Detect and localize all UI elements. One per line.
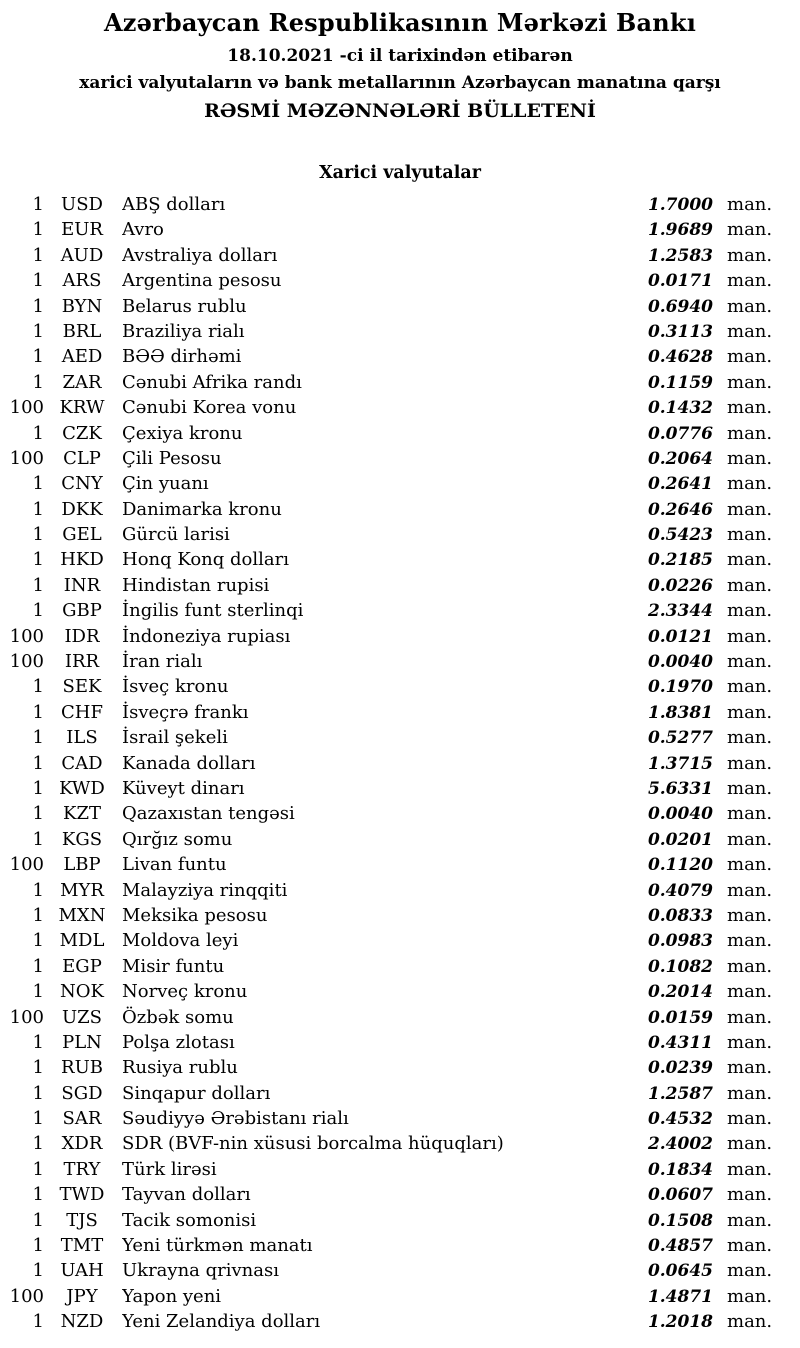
currency-code: SEK — [62, 676, 102, 698]
currency-quantity: 1 — [32, 371, 44, 393]
rate-unit-label: man. — [727, 1006, 773, 1028]
currency-row — [0, 624, 800, 649]
rate-unit-label: man. — [727, 1235, 773, 1257]
currency-name: İsveçrə frankı — [122, 701, 249, 723]
currency-name: Özbək somu — [122, 1006, 234, 1028]
rate-unit-label: man. — [727, 473, 773, 495]
currency-row — [0, 446, 800, 471]
currency-rate: 2.4002 — [647, 1134, 713, 1155]
currency-quantity: 1 — [32, 1235, 44, 1257]
rate-unit-label: man. — [727, 1108, 773, 1130]
currency-quantity: 1 — [32, 600, 44, 622]
currency-name: Rusiya rublu — [122, 1057, 238, 1079]
currency-code: PLN — [62, 1031, 102, 1053]
currency-rate: 0.0201 — [647, 829, 713, 850]
currency-rate: 0.1082 — [647, 956, 713, 977]
currency-name: Avro — [122, 219, 164, 241]
currency-code: MDL — [59, 930, 105, 952]
currency-row — [0, 1309, 800, 1334]
rate-unit-label: man. — [727, 194, 773, 215]
currency-rate: 0.5423 — [647, 525, 713, 546]
currency-name: Yeni Zelandiya dolları — [122, 1311, 321, 1333]
currency-name: Danimarka kronu — [122, 498, 282, 520]
rate-unit-label: man. — [727, 803, 773, 825]
rate-unit-label: man. — [727, 981, 773, 1003]
currency-rate: 1.4871 — [647, 1286, 713, 1307]
currency-quantity: 100 — [9, 447, 44, 469]
currency-rate: 0.0040 — [647, 652, 713, 673]
rate-unit-label: man. — [727, 549, 773, 571]
rate-unit-label: man. — [727, 727, 773, 749]
currency-code: HKD — [60, 549, 104, 571]
rate-unit-label: man. — [727, 1285, 773, 1307]
currency-quantity: 1 — [32, 1082, 44, 1104]
currency-quantity: 1 — [32, 879, 44, 901]
currency-quantity: 1 — [32, 244, 44, 266]
currency-row — [0, 497, 800, 522]
currency-code: UZS — [61, 1006, 102, 1028]
currency-code: NZD — [60, 1311, 104, 1333]
currency-code: KGS — [61, 828, 103, 850]
currency-code: TJS — [66, 1209, 98, 1231]
rate-unit-label: man. — [727, 371, 773, 393]
rate-unit-label: man. — [727, 1158, 773, 1180]
currency-quantity: 1 — [32, 803, 44, 825]
rate-unit-label: man. — [727, 600, 773, 622]
rate-unit-label: man. — [727, 676, 773, 698]
currency-name: Malayziya rinqqiti — [122, 879, 288, 901]
currency-rate: 0.0607 — [647, 1185, 713, 1206]
currency-code: TMT — [60, 1235, 104, 1257]
currency-code: SGD — [61, 1082, 103, 1104]
currency-code: GBP — [62, 600, 102, 622]
rate-unit-label: man. — [727, 625, 773, 647]
currency-rate: 0.2064 — [647, 448, 713, 469]
currency-rate: 0.0833 — [647, 905, 713, 926]
currency-code: INR — [63, 574, 101, 596]
currency-code: GEL — [62, 524, 102, 546]
currency-quantity: 1 — [32, 422, 44, 444]
currency-quantity: 100 — [9, 854, 44, 876]
currency-quantity: 1 — [32, 346, 44, 368]
currency-name: Kanada dolları — [122, 752, 256, 774]
currency-quantity: 1 — [32, 1311, 44, 1333]
currency-row — [0, 344, 800, 369]
currency-code: KZT — [63, 803, 101, 825]
currency-rate: 1.8381 — [647, 702, 713, 723]
currency-rate: 0.0040 — [647, 804, 713, 825]
currency-quantity: 1 — [32, 473, 44, 495]
currency-rate: 1.3715 — [647, 753, 713, 774]
currency-name: Qırğız somu — [122, 828, 233, 850]
currency-row — [0, 928, 800, 953]
currency-rate: 1.2018 — [647, 1312, 713, 1333]
currency-name: Tacik somonisi — [122, 1209, 257, 1231]
rate-unit-label: man. — [727, 524, 773, 546]
effective-date-line: 18.10.2021 -ci il tarixindən etibarən — [227, 46, 573, 66]
currency-rate: 0.4532 — [647, 1109, 713, 1130]
currency-name: Misir funtu — [122, 955, 225, 977]
currency-row — [0, 979, 800, 1004]
currency-quantity: 1 — [32, 752, 44, 774]
currency-code: IRR — [64, 651, 100, 673]
rate-unit-label: man. — [727, 244, 773, 266]
bank-title: Azərbaycan Respublikasının Mərkəzi Bankı — [103, 8, 697, 37]
currency-quantity: 1 — [32, 981, 44, 1003]
currency-code: AUD — [60, 244, 104, 266]
currency-name: Sinqapur dolları — [122, 1082, 271, 1104]
currency-name: Çexiya kronu — [122, 422, 243, 444]
rate-unit-label: man. — [727, 498, 773, 520]
currency-code: ZAR — [62, 371, 102, 393]
currency-rate: 0.3113 — [647, 321, 713, 342]
currency-quantity: 1 — [32, 219, 44, 241]
currency-quantity: 1 — [32, 1260, 44, 1282]
currency-row — [0, 1284, 800, 1309]
currency-quantity: 1 — [32, 701, 44, 723]
currency-rate: 0.1120 — [647, 855, 713, 876]
currency-row — [0, 598, 800, 623]
currency-row — [0, 776, 800, 801]
currency-rate: 0.1159 — [647, 372, 713, 393]
rate-unit-label: man. — [727, 295, 773, 317]
rate-unit-label: man. — [727, 752, 773, 774]
currency-name: Honq Konq dolları — [122, 549, 289, 571]
currency-quantity: 1 — [32, 1031, 44, 1053]
currency-row — [0, 827, 800, 852]
currency-row — [0, 903, 800, 928]
currency-quantity: 1 — [32, 1133, 44, 1155]
currency-rate: 0.0776 — [647, 423, 713, 444]
rate-unit-label: man. — [727, 270, 773, 292]
rate-unit-label: man. — [727, 1184, 773, 1206]
currency-rate: 0.1970 — [647, 677, 713, 698]
rates-list — [0, 192, 800, 1335]
currency-code: LBP — [63, 854, 101, 876]
currency-code: NOK — [60, 981, 104, 1003]
rate-unit-label: man. — [727, 422, 773, 444]
currency-name: Tayvan dolları — [122, 1184, 251, 1206]
currency-code: XDR — [61, 1133, 103, 1155]
currency-quantity: 100 — [9, 1285, 44, 1307]
currency-row — [0, 801, 800, 826]
currency-quantity: 100 — [9, 1006, 44, 1028]
currency-rate: 0.1508 — [647, 1210, 713, 1231]
currency-code: USD — [61, 194, 103, 215]
currency-code: SAR — [62, 1108, 102, 1130]
rate-unit-label: man. — [727, 879, 773, 901]
currency-code: EGP — [62, 955, 102, 977]
rate-unit-label: man. — [727, 777, 773, 799]
currency-name: Livan funtu — [122, 854, 227, 876]
currency-code: BRL — [62, 320, 102, 342]
currency-row — [0, 1208, 800, 1233]
currency-row — [0, 725, 800, 750]
currency-quantity: 1 — [32, 270, 44, 292]
currency-code: CLP — [63, 447, 101, 469]
currency-row — [0, 1005, 800, 1030]
currency-code: CNY — [61, 473, 103, 495]
currency-rate: 0.1834 — [647, 1159, 713, 1180]
rate-unit-label: man. — [727, 447, 773, 469]
currency-row — [0, 471, 800, 496]
currency-name: İndoneziya rupiası — [122, 625, 291, 647]
currency-row — [0, 421, 800, 446]
rate-unit-label: man. — [727, 219, 773, 241]
currency-code: AED — [61, 346, 103, 368]
currency-row — [0, 674, 800, 699]
currency-row — [0, 217, 800, 242]
rate-unit-label: man. — [727, 701, 773, 723]
currency-quantity: 1 — [32, 1057, 44, 1079]
currency-quantity: 1 — [32, 930, 44, 952]
currency-row — [0, 1106, 800, 1131]
currency-name: Argentina pesosu — [122, 270, 282, 292]
currency-name: Səudiyyə Ərəbistanı rialı — [122, 1108, 349, 1130]
currency-name: ABŞ dolları — [122, 194, 226, 215]
rate-unit-label: man. — [727, 1209, 773, 1231]
currency-code: CZK — [62, 422, 102, 444]
currency-quantity: 1 — [32, 320, 44, 342]
currency-code: ARS — [62, 270, 102, 292]
rate-unit-label: man. — [727, 904, 773, 926]
currency-code: RUB — [61, 1057, 103, 1079]
currency-row — [0, 1182, 800, 1207]
currency-name: Küveyt dinarı — [122, 777, 245, 799]
currency-name: SDR (BVF-nin xüsusi borcalma hüquqları) — [122, 1133, 504, 1155]
currency-row — [0, 319, 800, 344]
currency-name: BƏƏ dirhəmi — [122, 346, 242, 368]
currency-code: ILS — [66, 727, 98, 749]
currency-name: Norveç kronu — [122, 981, 248, 1003]
currency-code: JPY — [66, 1285, 98, 1307]
currency-row — [0, 751, 800, 776]
currency-quantity: 100 — [9, 651, 44, 673]
currency-quantity: 100 — [9, 397, 44, 419]
rate-unit-label: man. — [727, 930, 773, 952]
rate-unit-label: man. — [727, 828, 773, 850]
currency-code: CHF — [61, 701, 103, 723]
currency-code: BYN — [61, 295, 103, 317]
currency-name: Hindistan rupisi — [122, 574, 270, 596]
currency-name: Çin yuanı — [122, 473, 209, 495]
currency-name: Türk lirəsi — [122, 1158, 217, 1180]
currency-code: MYR — [60, 879, 104, 901]
currency-row — [0, 1030, 800, 1055]
currency-name: İsrail şekeli — [122, 727, 228, 749]
currency-quantity: 1 — [32, 295, 44, 317]
currency-rate: 0.0226 — [647, 575, 713, 596]
currency-code: KRW — [59, 397, 105, 419]
currency-code: KWD — [59, 777, 105, 799]
currency-row — [0, 192, 800, 217]
currency-row — [0, 1081, 800, 1106]
currency-row — [0, 1258, 800, 1283]
currency-row — [0, 852, 800, 877]
currency-rate: 0.4079 — [647, 880, 713, 901]
currency-code: CAD — [61, 752, 103, 774]
currency-name: Ukrayna qrivnası — [122, 1260, 279, 1282]
currency-name: İngilis funt sterlinqi — [122, 600, 304, 622]
rate-unit-label: man. — [727, 397, 773, 419]
currency-rate: 0.5277 — [647, 728, 713, 749]
currency-code: MXN — [58, 904, 106, 926]
rate-unit-label: man. — [727, 1260, 773, 1282]
currency-rate: 1.7000 — [647, 195, 713, 215]
currency-name: Meksika pesosu — [122, 904, 268, 926]
rate-unit-label: man. — [727, 651, 773, 673]
currency-name: Yapon yeni — [122, 1285, 222, 1307]
currency-row — [0, 370, 800, 395]
currency-row — [0, 1233, 800, 1258]
currency-code: UAH — [60, 1260, 104, 1282]
currency-rate: 0.0159 — [647, 1007, 713, 1028]
currency-rate: 0.2641 — [647, 474, 713, 495]
currency-row — [0, 243, 800, 268]
currency-rate: 0.2014 — [647, 982, 713, 1003]
currency-name: Moldova leyi — [122, 930, 239, 952]
currency-quantity: 1 — [32, 524, 44, 546]
currency-code: EUR — [61, 219, 103, 241]
rate-unit-label: man. — [727, 346, 773, 368]
currency-row — [0, 522, 800, 547]
currency-rate: 0.0171 — [647, 271, 713, 292]
currency-quantity: 1 — [32, 777, 44, 799]
currency-quantity: 100 — [9, 625, 44, 647]
currency-quantity: 1 — [32, 1209, 44, 1231]
currency-name: Polşa zlotası — [122, 1031, 235, 1053]
currency-name: Gürcü larisi — [122, 524, 230, 546]
currency-quantity: 1 — [32, 1184, 44, 1206]
rate-unit-label: man. — [727, 1057, 773, 1079]
currency-row — [0, 878, 800, 903]
currency-row — [0, 1157, 800, 1182]
currency-rate: 0.0983 — [647, 931, 713, 952]
currency-row — [0, 649, 800, 674]
currency-code: DKK — [61, 498, 103, 520]
currency-rate: 5.6331 — [647, 778, 713, 799]
currency-rate: 0.4857 — [647, 1236, 713, 1257]
currency-rate: 0.0645 — [647, 1261, 713, 1282]
currency-name: Cənubi Afrika randı — [122, 371, 302, 393]
currency-row — [0, 700, 800, 725]
currency-name: İsveç kronu — [122, 676, 229, 698]
currency-quantity: 1 — [32, 1108, 44, 1130]
currency-rate: 0.0121 — [647, 626, 713, 647]
currency-row — [0, 294, 800, 319]
currency-quantity: 1 — [32, 828, 44, 850]
currency-name: Belarus rublu — [122, 295, 247, 317]
rate-unit-label: man. — [727, 1082, 773, 1104]
currency-row — [0, 395, 800, 420]
currency-name: Qazaxıstan tengəsi — [122, 803, 295, 825]
currency-quantity: 1 — [32, 727, 44, 749]
section-title-foreign-currencies: Xarici valyutalar — [319, 163, 481, 183]
rate-unit-label: man. — [727, 320, 773, 342]
currency-code: IDR — [64, 625, 100, 647]
rate-unit-label: man. — [727, 574, 773, 596]
currency-row — [0, 268, 800, 293]
currency-rate: 1.9689 — [647, 220, 713, 241]
currency-row — [0, 954, 800, 979]
subject-line: xarici valyutaların və bank metallarının Azərbaycan manatına qarşı — [79, 73, 721, 93]
rate-unit-label: man. — [727, 955, 773, 977]
rate-unit-label: man. — [727, 854, 773, 876]
currency-rate: 0.4628 — [647, 347, 713, 368]
rate-unit-label: man. — [727, 1031, 773, 1053]
currency-row — [0, 1131, 800, 1156]
currency-rate: 1.2583 — [647, 245, 713, 266]
currency-rate: 1.2587 — [647, 1083, 713, 1104]
currency-quantity: 1 — [32, 676, 44, 698]
currency-quantity: 1 — [32, 955, 44, 977]
rate-unit-label: man. — [727, 1133, 773, 1155]
currency-name: Çili Pesosu — [122, 447, 222, 469]
currency-name: Braziliya rialı — [122, 320, 245, 342]
currency-rate: 0.0239 — [647, 1058, 713, 1079]
currency-rate: 2.3344 — [647, 601, 713, 622]
currency-name: Avstraliya dolları — [122, 244, 278, 266]
currency-quantity: 1 — [32, 904, 44, 926]
currency-quantity: 1 — [32, 1158, 44, 1180]
currency-name: İran rialı — [122, 651, 203, 673]
currency-name: Cənubi Korea vonu — [122, 397, 297, 419]
currency-quantity: 1 — [32, 574, 44, 596]
currency-rate: 0.6940 — [647, 296, 713, 317]
currency-quantity: 1 — [32, 498, 44, 520]
currency-rate: 0.2646 — [647, 499, 713, 520]
currency-row — [0, 547, 800, 572]
currency-code: TWD — [59, 1184, 105, 1206]
currency-rate: 0.4311 — [647, 1032, 713, 1053]
currency-quantity: 1 — [32, 194, 44, 215]
currency-rate: 0.1432 — [647, 398, 713, 419]
currency-row — [0, 1055, 800, 1080]
rate-unit-label: man. — [727, 1311, 773, 1333]
currency-quantity: 1 — [32, 549, 44, 571]
currency-row — [0, 573, 800, 598]
currency-rate: 0.2185 — [647, 550, 713, 571]
currency-name: Yeni türkmən manatı — [122, 1235, 313, 1257]
bulletin-title: RƏSMİ MƏZƏNNƏLƏRİ BÜLLETENİ — [204, 100, 596, 122]
currency-code: TRY — [63, 1158, 101, 1180]
